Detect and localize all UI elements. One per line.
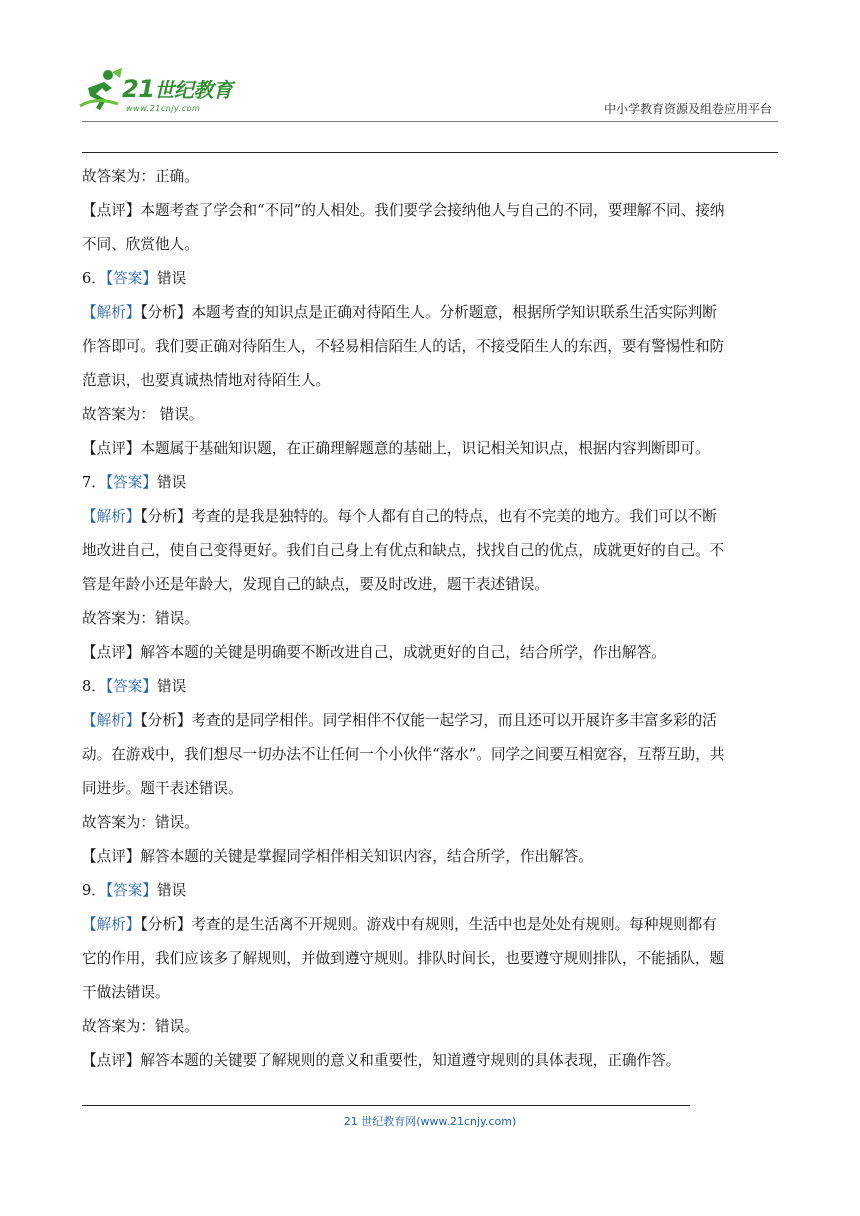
text-line — [82, 670, 782, 704]
text-span: 故答案为：错误。 — [82, 610, 199, 627]
text-line — [82, 874, 782, 908]
text-line — [82, 602, 782, 636]
text-line — [82, 330, 782, 364]
text-span: 6． — [82, 270, 106, 287]
footer-divider — [82, 1105, 690, 1106]
section-tag: 【解析】 — [82, 304, 141, 321]
text-line — [82, 262, 782, 296]
text-line — [82, 398, 782, 432]
text-span: 范意识，也要真诚热情地对待陌生人。 — [82, 372, 331, 389]
text-span: 错误 — [156, 882, 187, 899]
section-tag: 【答案】 — [105, 678, 157, 695]
text-line — [82, 738, 782, 772]
text-span: 【分析】本题考查的知识点是正确对待陌生人。分析题意，根据所学知识联系生活实际判断 — [140, 304, 717, 321]
text-span: 【点评】解答本题的关键是掌握同学相伴相关知识内容，结合所学，作出解答。 — [82, 848, 593, 865]
text-line — [82, 908, 782, 942]
text-span: 故答案为：错误。 — [82, 814, 199, 831]
text-line — [82, 500, 782, 534]
text-span: 故答案为： 错误。 — [82, 406, 204, 423]
text-span: 9． — [82, 882, 106, 899]
text-line — [82, 772, 782, 806]
site-logo — [78, 66, 278, 116]
text-line — [82, 432, 782, 466]
text-line — [82, 534, 782, 568]
runner-icon — [78, 66, 124, 112]
text-span: 管是年龄小还是年龄大，发现自己的缺点，要及时改进，题干表述错误。 — [82, 576, 550, 593]
header-platform-text: 中小学教育资源及组卷应用平台 — [603, 102, 772, 116]
text-span: 本题考查了学会和“不同”的人相处。我们要学会接纳他人与自己的不同，要理解不同、接纳 — [140, 202, 725, 219]
section-tag: 【解析】 — [82, 508, 141, 525]
text-span: 【分析】考查的是同学相伴。同学相伴不仅能一起学习，而且还可以开展许多丰富多彩的活 — [140, 712, 717, 729]
text-line — [82, 636, 782, 670]
text-line — [82, 942, 782, 976]
logo-wordmark: 21世纪教育 — [122, 75, 233, 103]
section-tag: 【答案】 — [105, 270, 157, 287]
text-line — [82, 976, 782, 1010]
text-line — [82, 364, 782, 398]
text-span: 【点评】解答本题的关键要了解规则的意义和重要性，知道遵守规则的具体表现，正确作答。 — [82, 1052, 681, 1069]
logo-url: www.21cnjy.com — [126, 104, 201, 113]
text-span: 【分析】考查的是我是独特的。每个人都有自己的特点，也有不完美的地方。我们可以不断 — [140, 508, 717, 525]
text-span: 地改进自己，使自己变得更好。我们自己身上有优点和缺点，找找自己的优点，成就更好的自己。不 — [82, 542, 725, 559]
header-divider-bottom — [82, 152, 778, 153]
text-span: 错误 — [156, 474, 187, 491]
text-span: 它的作用，我们应该多了解规则，并做到遵守规则。排队时间长，也要遵守规则排队，不能插队，题 — [82, 950, 725, 967]
text-line — [82, 466, 782, 500]
text-line — [82, 1010, 782, 1044]
text-line — [82, 194, 782, 228]
text-line — [82, 1044, 782, 1078]
section-tag: 【答案】 — [105, 474, 157, 491]
text-span: 错误 — [156, 270, 187, 287]
text-span: 同进步。题干表述错误。 — [82, 780, 243, 797]
text-span: 错误 — [156, 678, 187, 695]
text-span: 故答案为：正确。 — [82, 168, 199, 185]
text-span: 7． — [82, 474, 106, 491]
text-line — [82, 704, 782, 738]
text-span: 作答即可。我们要正确对待陌生人，不轻易相信陌生人的话，不接受陌生人的东西，要有警惕性和防 — [82, 338, 725, 355]
text-span: 故答案为：错误。 — [82, 1018, 199, 1035]
text-span: 8． — [82, 678, 106, 695]
document-body — [82, 160, 782, 1078]
section-tag: 【解析】 — [82, 712, 141, 729]
section-tag: 【解析】 — [82, 916, 141, 933]
text-span: 【点评】本题属于基础知识题，在正确理解题意的基础上，识记相关知识点，根据内容判断即可。 — [82, 440, 710, 457]
text-span: 【点评】 — [82, 202, 141, 219]
header-divider — [82, 121, 778, 122]
text-span: 干做法错误。 — [82, 984, 170, 1001]
text-span: 【点评】解答本题的关键是明确要不断改进自己，成就更好的自己，结合所学，作出解答。 — [82, 644, 666, 661]
text-span: 动。在游戏中，我们想尽一切办法不让任何一个小伙伴“落水”。同学之间要互相宽容，互帮互助，共 — [82, 746, 725, 763]
text-line — [82, 228, 782, 262]
text-line — [82, 806, 782, 840]
text-span: 【分析】考查的是生活离不开规则。游戏中有规则，生活中也是处处有规则。每种规则都有 — [140, 916, 717, 933]
text-line — [82, 296, 782, 330]
text-span: 不同、欣赏他人。 — [82, 236, 199, 253]
footer-text: 21 世纪教育网(www.21cnjy.com) — [343, 1115, 517, 1128]
text-line — [82, 160, 782, 194]
text-line — [82, 840, 782, 874]
section-tag: 【答案】 — [105, 882, 157, 899]
text-line — [82, 568, 782, 602]
